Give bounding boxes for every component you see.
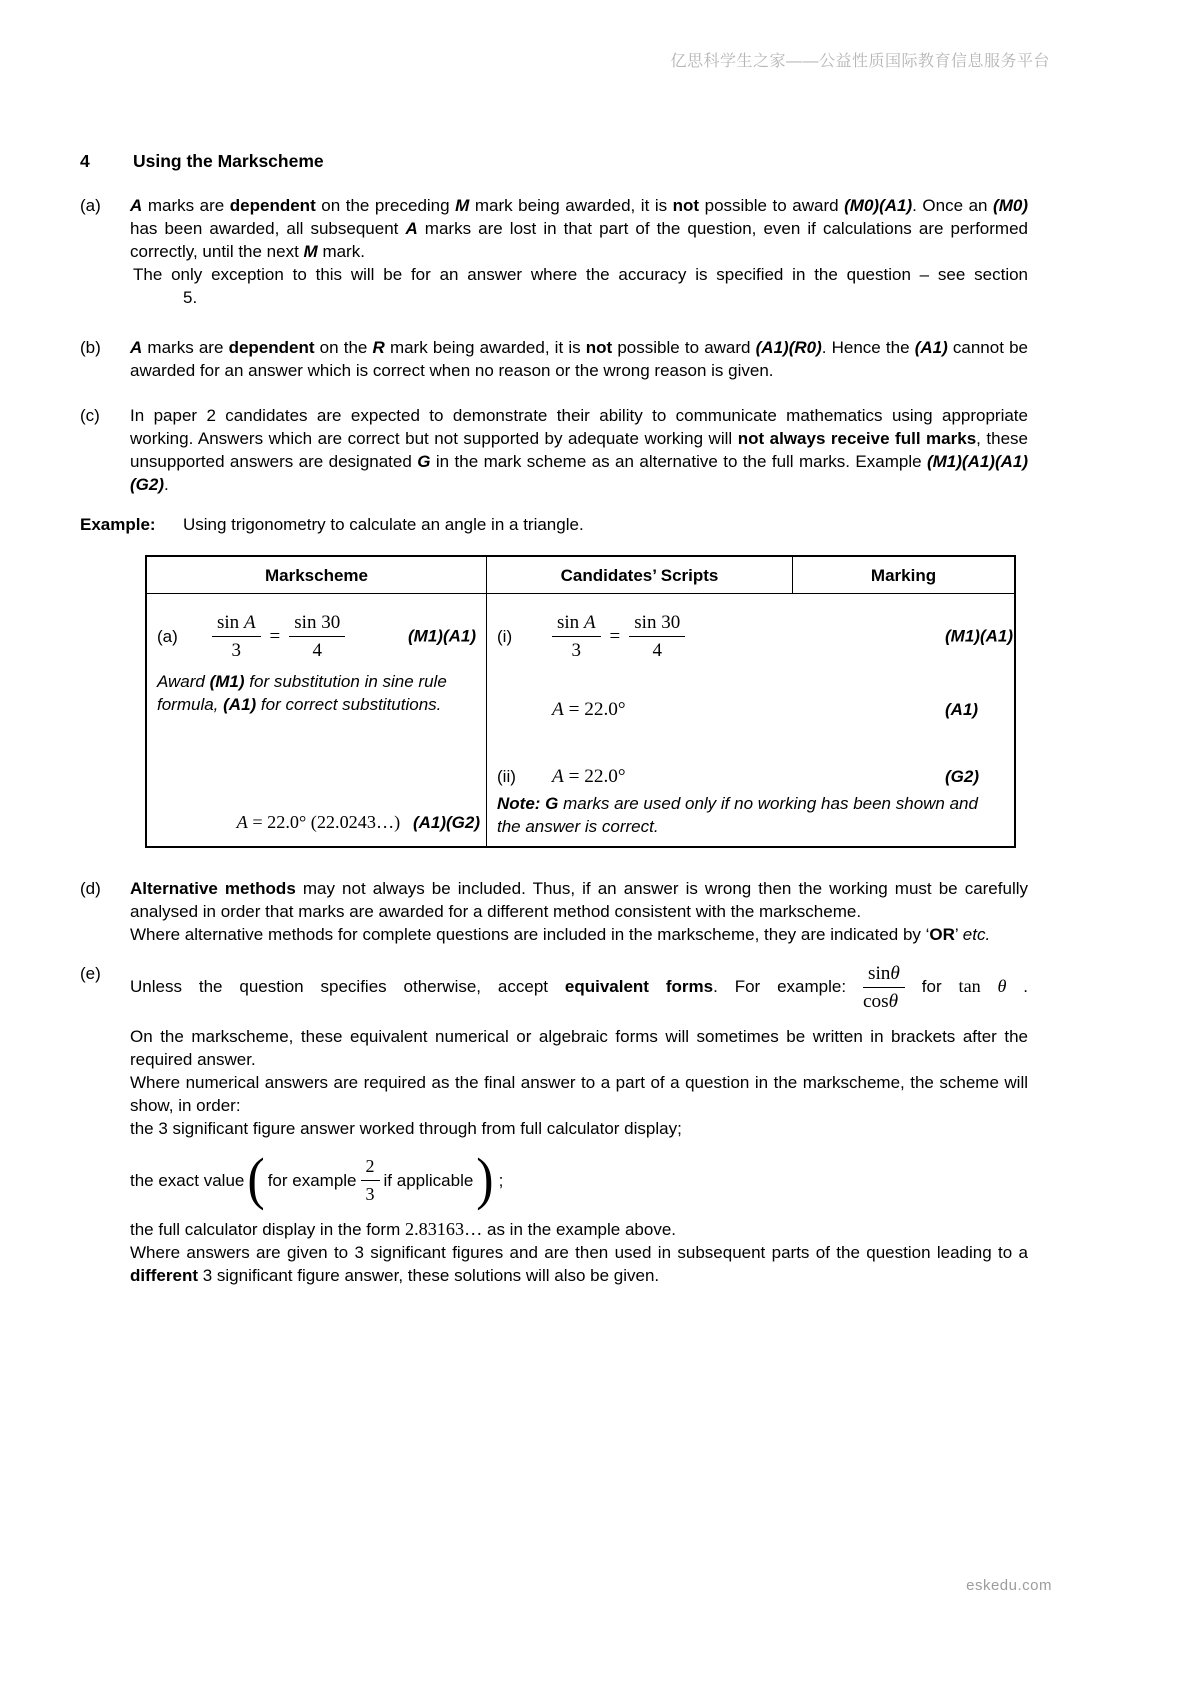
- exception-text: The only exception to this will be for an answer where the accuracy is specified in the question – see section: [133, 265, 1028, 284]
- item-e-paragraph-4: the 3 significant figure answer worked through from full calculator display;: [130, 1119, 682, 1138]
- award-note: Award (M1) for substitution in sine rule formula, (A1) for correct substitutions.: [157, 672, 447, 714]
- markscheme-item-label: (a): [157, 626, 178, 646]
- marking-code: (M1)(A1): [945, 626, 1013, 646]
- script-item-i-label: (i): [497, 626, 513, 646]
- item-e-line-1: [130, 962, 1028, 1013]
- fraction-left: [212, 611, 261, 662]
- item-a-label: (a): [80, 196, 101, 215]
- candidates-scripts-cell: [487, 594, 1014, 846]
- final-answer: A = 22.0° (22.0243…): [236, 812, 401, 832]
- sin-over-cos-fraction: [863, 962, 905, 1013]
- sine-rule-formula: [212, 611, 345, 662]
- table-header-marking: Marking: [870, 566, 937, 585]
- footer-site: eskedu.com: [966, 1577, 1052, 1594]
- item-e-paragraph-6: the full calculator display in the form 2.83163… as in the example above.: [130, 1219, 676, 1239]
- item-d: [80, 877, 1028, 946]
- equals-sign: =: [269, 625, 281, 647]
- header-watermark: 亿思科学生之家——公益性质国际教育信息服务平台: [670, 53, 1050, 70]
- semicolon: ;: [498, 1170, 504, 1190]
- item-e-line1-tail: for tan θ .: [921, 975, 1029, 996]
- item-d-paragraph-2: Where alternative methods for complete questions are included in the markscheme, they are indicated by ‘OR’ etc.: [130, 925, 991, 944]
- exact-value-lead: the exact value: [130, 1170, 245, 1190]
- indent-spacer: [497, 698, 552, 721]
- script-item-ii-label: (ii): [497, 767, 516, 786]
- table-body-row: [147, 594, 1014, 846]
- close-parenthesis: ): [476, 1147, 494, 1212]
- item-c-text: In paper 2 candidates are expected to demonstrate their ability to communicate mathematics using appropriate working. Answers which are correct but not supported by adequate working will not always receive full marks, these unsupported answers are designated G in the mark scheme as an alternative to the full marks. Example (M1)(A1)(A1)(G2).: [130, 406, 1029, 494]
- item-e-label: (e): [80, 964, 101, 983]
- open-parenthesis: (: [247, 1147, 265, 1212]
- item-b: [80, 336, 1028, 382]
- marking-code: (M1)(A1): [408, 626, 476, 646]
- fraction-denominator: 4: [652, 639, 662, 661]
- fraction-denominator: 3: [571, 639, 582, 661]
- fraction-denominator: 3: [365, 1183, 375, 1204]
- item-d-text: [130, 877, 1028, 946]
- markscheme-formula-row: [157, 608, 480, 664]
- exception-continuation: 5.: [183, 288, 198, 307]
- table-header-candidates-scripts: Candidates’ Scripts: [487, 557, 793, 593]
- item-e-line1-text: Unless the question specifies otherwise, accept equivalent forms. For example:: [130, 976, 863, 996]
- marking-code: (G2): [945, 767, 979, 786]
- fraction-right: [629, 611, 685, 662]
- markscheme-cell: [147, 594, 487, 846]
- script-answer: A = 22.0°: [552, 766, 626, 787]
- markscheme-table: [145, 555, 1016, 848]
- fraction-numerator: sin 30: [629, 611, 685, 637]
- fraction-denominator: 4: [312, 639, 322, 661]
- script-answer-row-i: [497, 698, 1006, 721]
- exception-note: [133, 263, 1028, 309]
- item-e-paragraph-7: Where answers are given to 3 significant figures and are then used in subsequent parts of the question leading to a different 3 significant figure answer, these solutions will also be given.: [130, 1243, 1028, 1285]
- exact-value-inner-post: if applicable: [383, 1170, 474, 1190]
- item-a-text: A marks are dependent on the preceding M mark being awarded, it is not possible to award (M0)(A1). Once an (M0) has been awarded, all subsequent A marks are lost in that part of the question, even if calculations are performed correctly, until the next M mark.: [130, 196, 1028, 261]
- item-c-label: (c): [80, 406, 100, 425]
- fraction-numerator: sin 30: [289, 611, 345, 637]
- fraction-denominator: 3: [231, 639, 242, 661]
- marking-code: (A1)(G2): [412, 813, 480, 832]
- marking-code: (A1): [945, 700, 979, 719]
- script-answer-row-ii: [497, 765, 1006, 788]
- fraction-right: [289, 611, 345, 662]
- item-b-label: (b): [80, 338, 101, 357]
- script-answer: A = 22.0°: [552, 699, 626, 720]
- sine-rule-formula: [552, 611, 685, 662]
- scripts-note: Note: G marks are used only if no working has been shown and the answer is correct.: [497, 794, 978, 836]
- item-c: [80, 404, 1028, 496]
- item-e-text: [130, 962, 1028, 1287]
- fraction-numerator: sin A: [552, 611, 601, 637]
- script-formula-row: [497, 608, 1013, 664]
- table-header-markscheme: Markscheme: [147, 557, 487, 593]
- section-number: 4: [80, 151, 90, 171]
- section-title: Using the Markscheme: [133, 151, 324, 171]
- exact-value-inner-pre: for example: [267, 1170, 357, 1190]
- equals-sign: =: [609, 625, 621, 647]
- item-e: [80, 962, 1028, 1287]
- fraction-left: [552, 611, 601, 662]
- final-answer-line: [157, 811, 480, 834]
- section-heading: [80, 0, 1028, 173]
- item-a: [80, 194, 1028, 263]
- item-e-paragraph-2: On the markscheme, these equivalent numerical or algebraic forms will sometimes be written in brackets after the required answer.: [130, 1027, 1028, 1069]
- example-text: Using trigonometry to calculate an angle in a triangle.: [183, 515, 584, 534]
- item-e-paragraph-3: Where numerical answers are required as the final answer to a part of a question in the markscheme, the scheme will show, in order:: [130, 1073, 1028, 1115]
- exact-value-line: [130, 1146, 1028, 1214]
- fraction-numerator: sin A: [212, 611, 261, 637]
- two-thirds-fraction: [361, 1155, 380, 1206]
- example-label: Example:: [80, 515, 156, 534]
- item-d-label: (d): [80, 879, 101, 898]
- fraction-numerator: 2: [361, 1155, 380, 1181]
- item-d-paragraph-1: Alternative methods may not always be included. Thus, if an answer is wrong then the working must be carefully analysed in order that marks are awarded for a different method consistent with the markscheme.: [130, 879, 1028, 921]
- example-row: [80, 513, 1028, 536]
- item-b-text: A marks are dependent on the R mark being awarded, it is not possible to award (A1)(R0). Hence the (A1) cannot be awarded for an answer which is correct when no reason or the wrong reason is given.: [130, 338, 1028, 380]
- fraction-numerator: sinθ: [863, 962, 905, 988]
- table-header-row: [147, 557, 1014, 594]
- fraction-denominator: cosθ: [862, 991, 899, 1012]
